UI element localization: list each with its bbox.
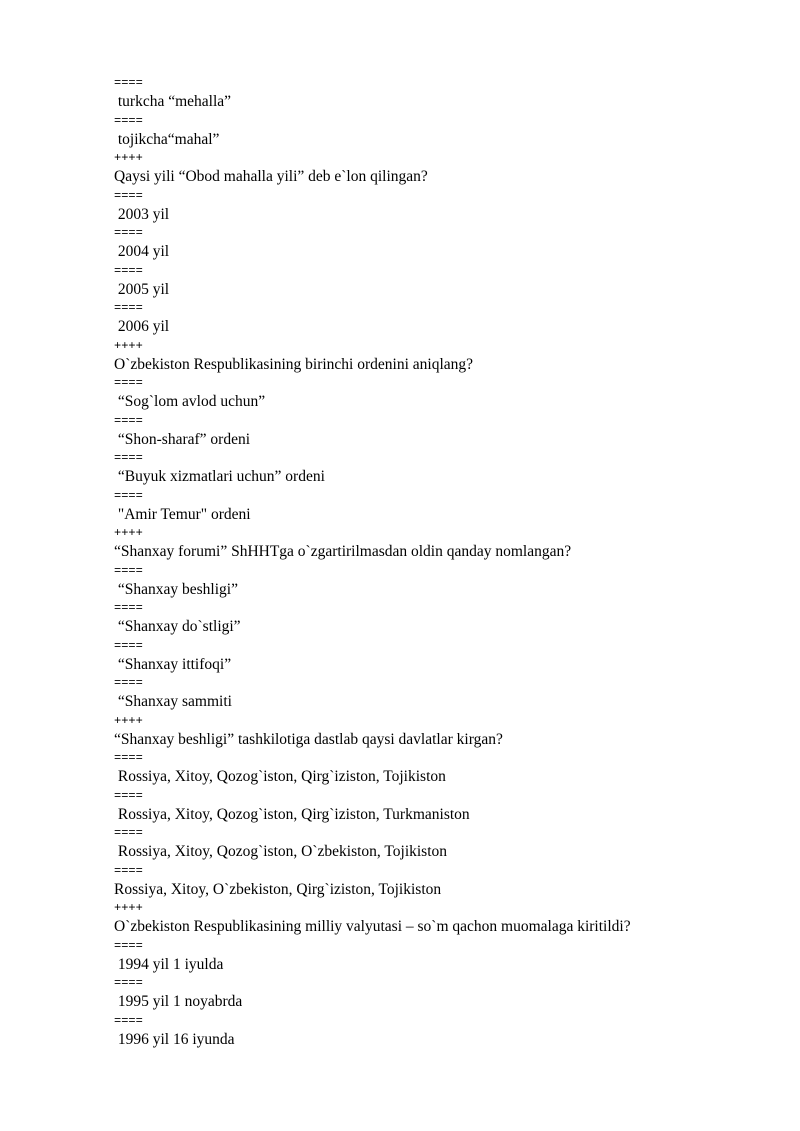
text-line: 2005 yil xyxy=(114,280,170,298)
separator-line: ==== xyxy=(114,601,143,615)
separator-line: ==== xyxy=(114,376,143,390)
text-line: 1995 yil 1 noyabrda xyxy=(114,993,243,1010)
separator-line: ==== xyxy=(114,263,143,278)
separator-line: ==== xyxy=(114,751,143,765)
separator-line: ==== xyxy=(114,976,143,990)
text-line: “Shanxay ittifoqi” xyxy=(114,655,232,673)
separator-line: ==== xyxy=(114,451,143,465)
text-line: “Shanxay forumi” ShHHTga o`zgartirilmasdan oldin qanday nomlangan? xyxy=(114,543,572,560)
separator-line: ==== xyxy=(114,301,143,315)
separator-line: ==== xyxy=(114,188,143,203)
text-line: turkcha “mehalla” xyxy=(114,93,232,110)
text-line: “Buyuk xizmatlari uchun” ordeni xyxy=(114,468,325,485)
separator-line: ++++ xyxy=(114,151,143,165)
text-line: “Shon-sharaf” ordeni xyxy=(114,430,251,448)
text-line: "Amir Temur" ordeni xyxy=(114,505,251,523)
text-line: O`zbekiston Respublikasining birinchi ordenini aniqlang? xyxy=(114,355,474,373)
separator-line: ==== xyxy=(114,826,143,840)
text-line: 1994 yil 1 iyulda xyxy=(114,955,224,973)
text-line: Rossiya, Xitoy, Qozog`iston, O`zbekiston, Tojikiston xyxy=(114,843,448,860)
separator-line: ==== xyxy=(114,113,143,128)
text-line: 2003 yil xyxy=(114,205,170,223)
separator-line: ==== xyxy=(114,676,143,690)
text-line: O`zbekiston Respublikasining milliy valyutasi – so`m qachon muomalaga kiritildi? xyxy=(114,918,631,935)
text-line: “Shanxay beshligi” xyxy=(114,580,238,598)
separator-line: ==== xyxy=(114,226,143,240)
text-line: 1996 yil 16 iyunda xyxy=(114,1030,235,1048)
separator-line: ==== xyxy=(114,938,143,953)
text-line: tojikcha“mahal” xyxy=(114,130,220,148)
separator-line: ==== xyxy=(114,413,143,428)
separator-line: ++++ xyxy=(114,901,143,915)
text-line: Rossiya, Xitoy, Qozog`iston, Qirg`iziston, Turkmaniston xyxy=(114,805,470,823)
text-line: 2006 yil xyxy=(114,318,170,335)
text-line: Rossiya, Xitoy, Qozog`iston, Qirg`iziston, Tojikiston xyxy=(114,768,446,785)
separator-line: ==== xyxy=(114,76,143,90)
separator-line: ==== xyxy=(114,488,143,503)
separator-line: ++++ xyxy=(114,713,143,728)
text-line: “Shanxay do`stligi” xyxy=(114,618,241,635)
text-line: “Sog`lom avlod uchun” xyxy=(114,393,266,410)
separator-line: ==== xyxy=(114,1013,143,1028)
text-line: 2004 yil xyxy=(114,243,170,260)
separator-line: ++++ xyxy=(114,338,143,353)
separator-line: ++++ xyxy=(114,526,143,540)
separator-line: ==== xyxy=(114,863,143,878)
document-body xyxy=(114,77,774,1052)
separator-line: ==== xyxy=(114,638,143,653)
separator-line: ==== xyxy=(114,563,143,578)
separator-line: ==== xyxy=(114,788,143,803)
text-line: “Shanxay beshligi” tashkilotiga dastlab qaysi davlatlar kirgan? xyxy=(114,730,503,748)
text-line: Rossiya, Xitoy, O`zbekiston, Qirg`iziston, Tojikiston xyxy=(114,880,442,898)
text-line: Qaysi yili “Obod mahalla yili” deb e`lon qilingan? xyxy=(114,168,428,185)
text-line: “Shanxay sammiti xyxy=(114,693,232,710)
